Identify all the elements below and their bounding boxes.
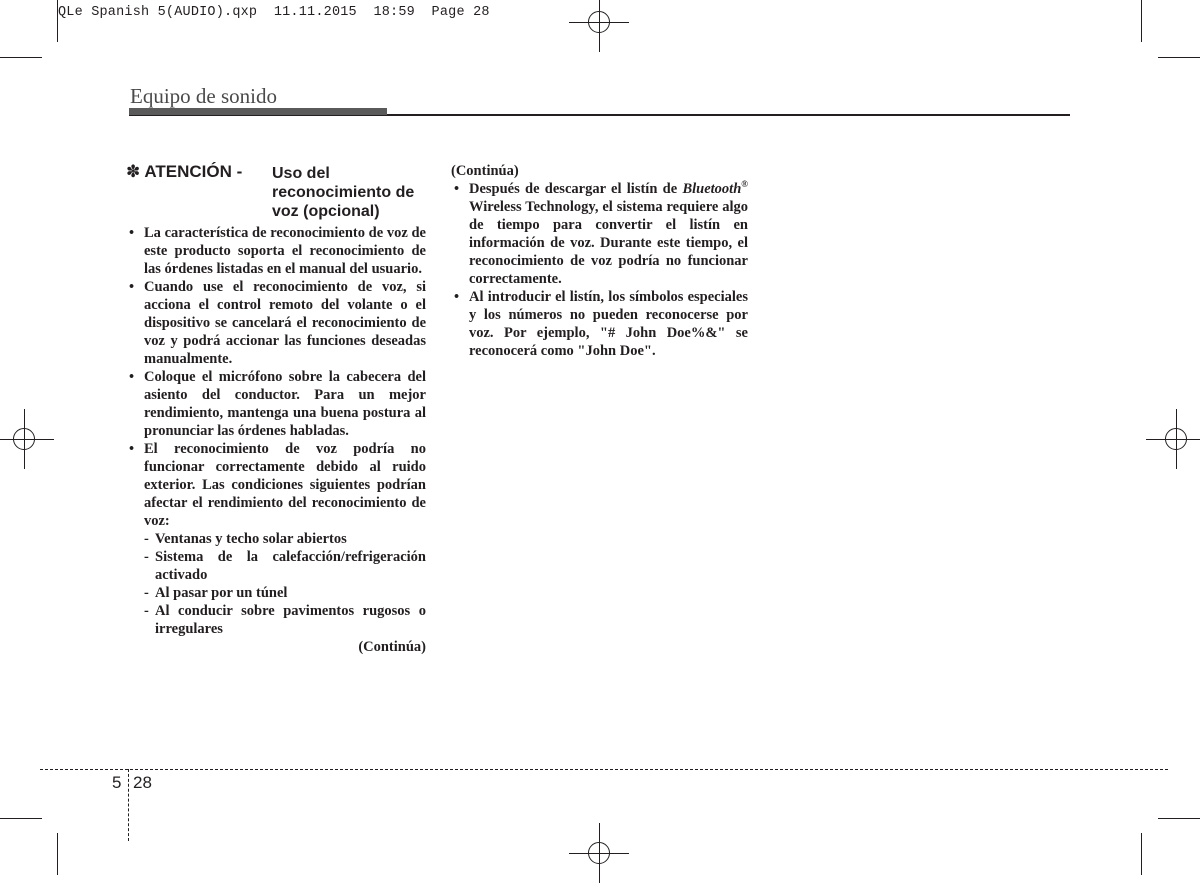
crop-mark: [0, 57, 42, 58]
crop-mark: [0, 818, 42, 819]
crop-mark: [57, 833, 58, 875]
crop-mark: [1141, 833, 1142, 875]
list-item: • La característica de reconocimiento de voz de este producto soporta el reconocimiento de las órdenes listadas en el manual del usuario.: [126, 224, 426, 278]
registered-mark: ®: [741, 179, 748, 190]
list-item: • Al introducir el listín, los símbolos especiales y los números no pueden reconocerse por voz. Por ejemplo, "# John Doe%&" se reconocerá como "John Doe".: [451, 288, 748, 360]
attention-label: [126, 162, 242, 182]
attention-word: ATENCIÓN -: [144, 162, 243, 181]
bullet-list: [451, 180, 748, 360]
list-item: • El reconocimiento de voz podría no funcionar correctamente debido al ruido exterior. Las condiciones siguientes podrían afectar el rendimiento del reconocimiento de voz:: [126, 440, 426, 530]
conditions-list: [126, 530, 426, 638]
list-item: - Sistema de la calefacción/refrigeración activado: [144, 548, 426, 584]
continued-label: (Continúa): [358, 639, 426, 655]
list-item: [451, 180, 748, 288]
printer-slug: QLe Spanish 5(AUDIO).qxp 11.11.2015 18:59 Page 28: [58, 5, 490, 20]
list-item: • Coloque el micrófono sobre la cabecera del asiento del conductor. Para un mejor rendimiento, mantenga una buena postura al pronunciar las órdenes habladas.: [126, 368, 426, 440]
text-segment: Wireless Technology, el sistema requiere algo de tiempo para convertir el listín en información de voz. Durante este tiempo, el reconocimiento de voz podría no funcionar correctamente.: [469, 199, 748, 287]
section-title: Equipo de sonido: [130, 84, 277, 108]
registration-mark-top: [569, 0, 629, 52]
text-segment: Después de descargar el listín de: [469, 181, 683, 197]
list-item: - Al pasar por un túnel: [144, 584, 426, 602]
crop-mark: [1141, 0, 1142, 42]
brand-name: Bluetooth: [682, 181, 742, 197]
asterisk-icon: ✽: [126, 162, 141, 181]
footer-rule: [40, 769, 1168, 770]
crop-mark: [57, 0, 58, 42]
right-column: [451, 162, 748, 360]
crop-mark: [1158, 818, 1200, 819]
registration-mark-bottom: [569, 823, 629, 883]
registration-mark-left: [0, 409, 54, 469]
attention-subtitle: Uso del reconocimiento de voz (opcional): [272, 165, 415, 220]
header-rule-accent: [129, 108, 387, 115]
page-number: 28: [133, 773, 152, 792]
crop-mark: [1158, 57, 1200, 58]
chapter-number: 5: [112, 773, 122, 792]
footer-divider: [128, 769, 129, 841]
left-column: [126, 162, 426, 656]
list-item: - Al conducir sobre pavimentos rugosos o irregulares: [144, 602, 426, 638]
list-item: - Ventanas y techo solar abiertos: [144, 530, 426, 548]
attention-heading: [126, 162, 426, 224]
continued-label: (Continúa): [451, 163, 519, 179]
registration-mark-right: [1146, 409, 1200, 469]
list-item: • Cuando use el reconocimiento de voz, si acciona el control remoto del volante o el dispositivo se cancelará el reconocimiento de voz y podrá accionar las funciones deseadas manualmente.: [126, 278, 426, 368]
bullet-list: [126, 224, 426, 530]
